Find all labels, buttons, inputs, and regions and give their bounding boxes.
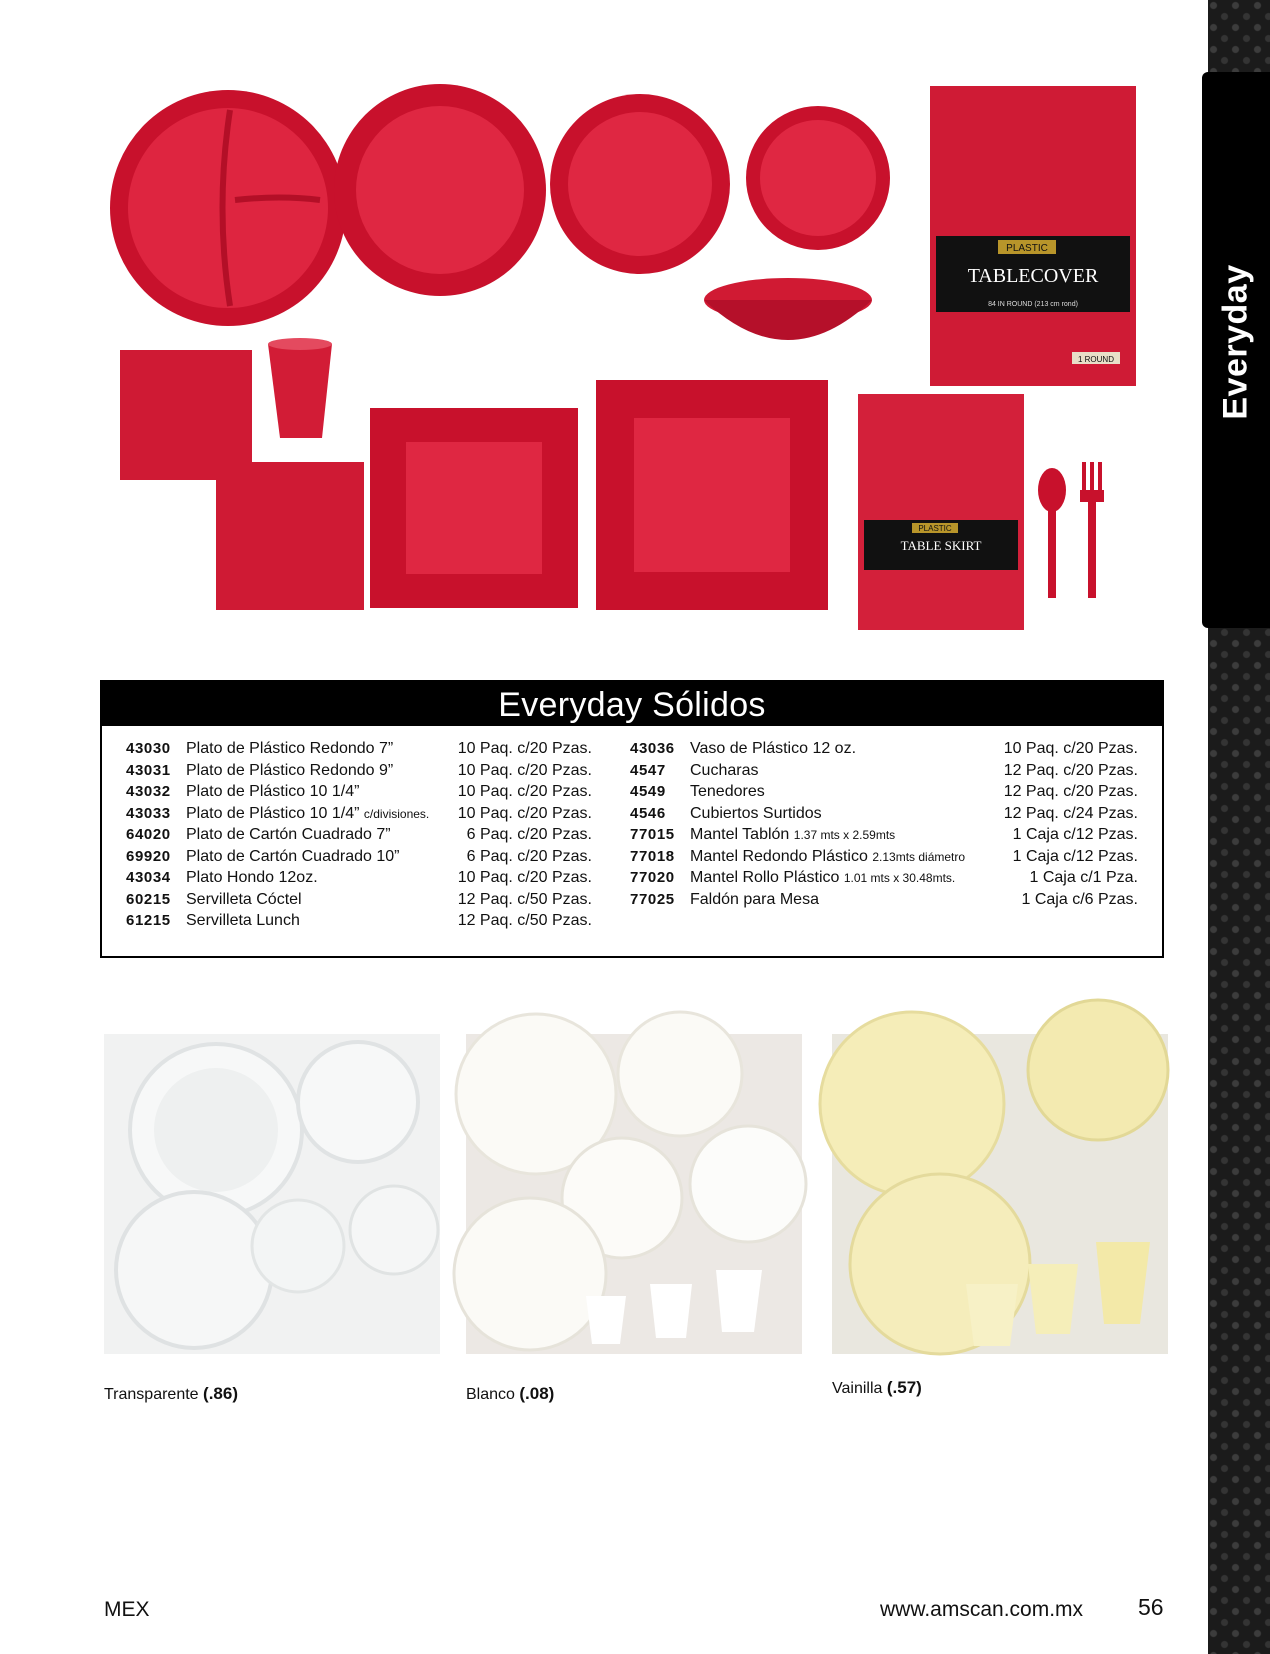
item-pack: 12 Paq. c/50 Pzas. [457,912,592,929]
tablecover-count: 1 ROUND [1077,355,1115,364]
item-description: Plato Hondo 12oz. [186,869,318,886]
item-code: 60215 [126,890,171,908]
tableskirt-title: TABLE SKIRT [900,538,982,553]
item-description: Cubiertos Surtidos [690,804,822,822]
item-code: 77020 [630,869,675,886]
item-pack: 10 Paq. c/20 Pzas. [457,783,592,800]
item-description: Mantel Tablón 1.37 mts x 2.59mts [690,826,896,843]
table-row [630,803,1138,825]
item-description: Plato de Plástico 10 1/4” [186,783,360,800]
item-description: Plato de Cartón Cuadrado 10” [186,847,400,865]
table-row [126,803,592,825]
table-row [630,738,1138,760]
table-row [630,889,1138,911]
item-code: 43033 [126,804,171,822]
tableskirt-package [858,394,1024,630]
spoon [1038,468,1066,598]
item-pack: 10 Paq. c/20 Pzas. [1003,740,1138,757]
tablecover-title: TABLECOVER [967,265,1099,287]
divided-plate [110,90,346,326]
table-row [126,760,592,782]
table-row [126,781,592,803]
swatch-caption-blanco: Blanco (.08) [466,1384,555,1403]
table-row [126,910,592,932]
item-description: Tenedores [690,783,765,800]
item-description: Plato de Plástico 10 1/4” c/divisiones. [186,804,430,822]
table-row [126,846,592,868]
item-description: Plato de Plástico Redondo 9” [186,761,394,779]
bowl [704,278,872,340]
square-plate-large [596,380,828,610]
item-code: 77018 [630,847,675,865]
section-tab [1202,72,1270,628]
footer-country: MEX [104,1598,150,1621]
table-column-left [126,738,592,932]
napkin-beverage [120,350,252,480]
table-row [630,824,1138,846]
item-code: 43031 [126,761,171,779]
tablecover-package [930,86,1136,386]
round-plate-large [334,84,546,296]
page-number: 56 [1138,1594,1164,1620]
swatch-photo-blanco [466,1034,802,1354]
table-row [630,781,1138,803]
item-pack: 1 Caja c/1 Pza. [1029,869,1138,886]
item-description: Cucharas [690,761,759,779]
item-pack: 1 Caja c/12 Pzas. [1012,826,1138,843]
table-title: Everyday Sólidos [102,682,1162,726]
table-row [126,867,592,889]
item-code: 43030 [126,740,171,757]
swatch-caption-vainilla: Vainilla (.57) [832,1378,922,1397]
item-pack: 12 Paq. c/20 Pzas. [1003,761,1138,779]
item-description: Servilleta Cóctel [186,890,302,908]
napkin-lunch [216,462,364,610]
table-column-right [630,738,1138,910]
item-pack: 12 Paq. c/24 Pzas. [1003,804,1138,822]
swatch-caption-transparente: Transparente (.86) [104,1384,238,1403]
item-pack: 6 Paq. c/20 Pzas. [466,826,592,843]
item-pack: 12 Paq. c/50 Pzas. [457,890,592,908]
swatch-photo-vainilla [832,1034,1168,1354]
fork [1080,462,1104,598]
product-photo-red [100,80,1115,640]
table-row [630,846,1138,868]
item-description: Mantel Redondo Plástico 2.13mts diámetro [690,847,966,865]
item-code: 61215 [126,912,171,929]
item-pack: 1 Caja c/12 Pzas. [1012,847,1138,865]
item-code: 43032 [126,783,171,800]
item-code: 77015 [630,826,675,843]
tablecover-size: 84 IN ROUND (213 cm rond) [988,301,1078,308]
item-description: Vaso de Plástico 12 oz. [690,740,857,757]
product-table [100,680,1164,958]
item-code: 69920 [126,847,171,865]
item-pack: 10 Paq. c/20 Pzas. [457,761,592,779]
table-row [630,867,1138,889]
item-code: 64020 [126,826,171,843]
section-tab-label: Everyday [1216,264,1255,420]
tablecover-badge: PLASTIC [1006,243,1048,254]
footer-url[interactable]: www.amscan.com.mx [880,1598,1084,1621]
item-code: 43034 [126,869,171,886]
round-plate-medium [550,94,730,274]
item-description: Mantel Rollo Plástico 1.01 mts x 30.48mts. [690,869,956,886]
item-description: Plato de Cartón Cuadrado 7” [186,826,391,843]
item-pack: 10 Paq. c/20 Pzas. [457,804,592,822]
table-row [630,760,1138,782]
round-plate-small [746,106,890,250]
tableskirt-badge: PLASTIC [918,524,952,533]
item-code: 4549 [630,783,666,800]
table-row [126,824,592,846]
item-code: 4546 [630,804,666,822]
table-row [126,889,592,911]
square-plate-small [370,408,578,608]
item-description: Servilleta Lunch [186,912,300,929]
item-description: Plato de Plástico Redondo 7” [186,740,394,757]
table-row [126,738,592,760]
cup [268,338,332,438]
item-pack: 1 Caja c/6 Pzas. [1021,890,1138,908]
item-pack: 10 Paq. c/20 Pzas. [457,740,592,757]
item-code: 77025 [630,890,675,908]
item-pack: 6 Paq. c/20 Pzas. [466,847,592,865]
item-pack: 10 Paq. c/20 Pzas. [457,869,592,886]
item-pack: 12 Paq. c/20 Pzas. [1003,783,1138,800]
item-description: Faldón para Mesa [690,890,819,908]
swatch-photo-transparente [104,1034,440,1354]
item-code: 43036 [630,740,675,757]
item-code: 4547 [630,761,666,779]
